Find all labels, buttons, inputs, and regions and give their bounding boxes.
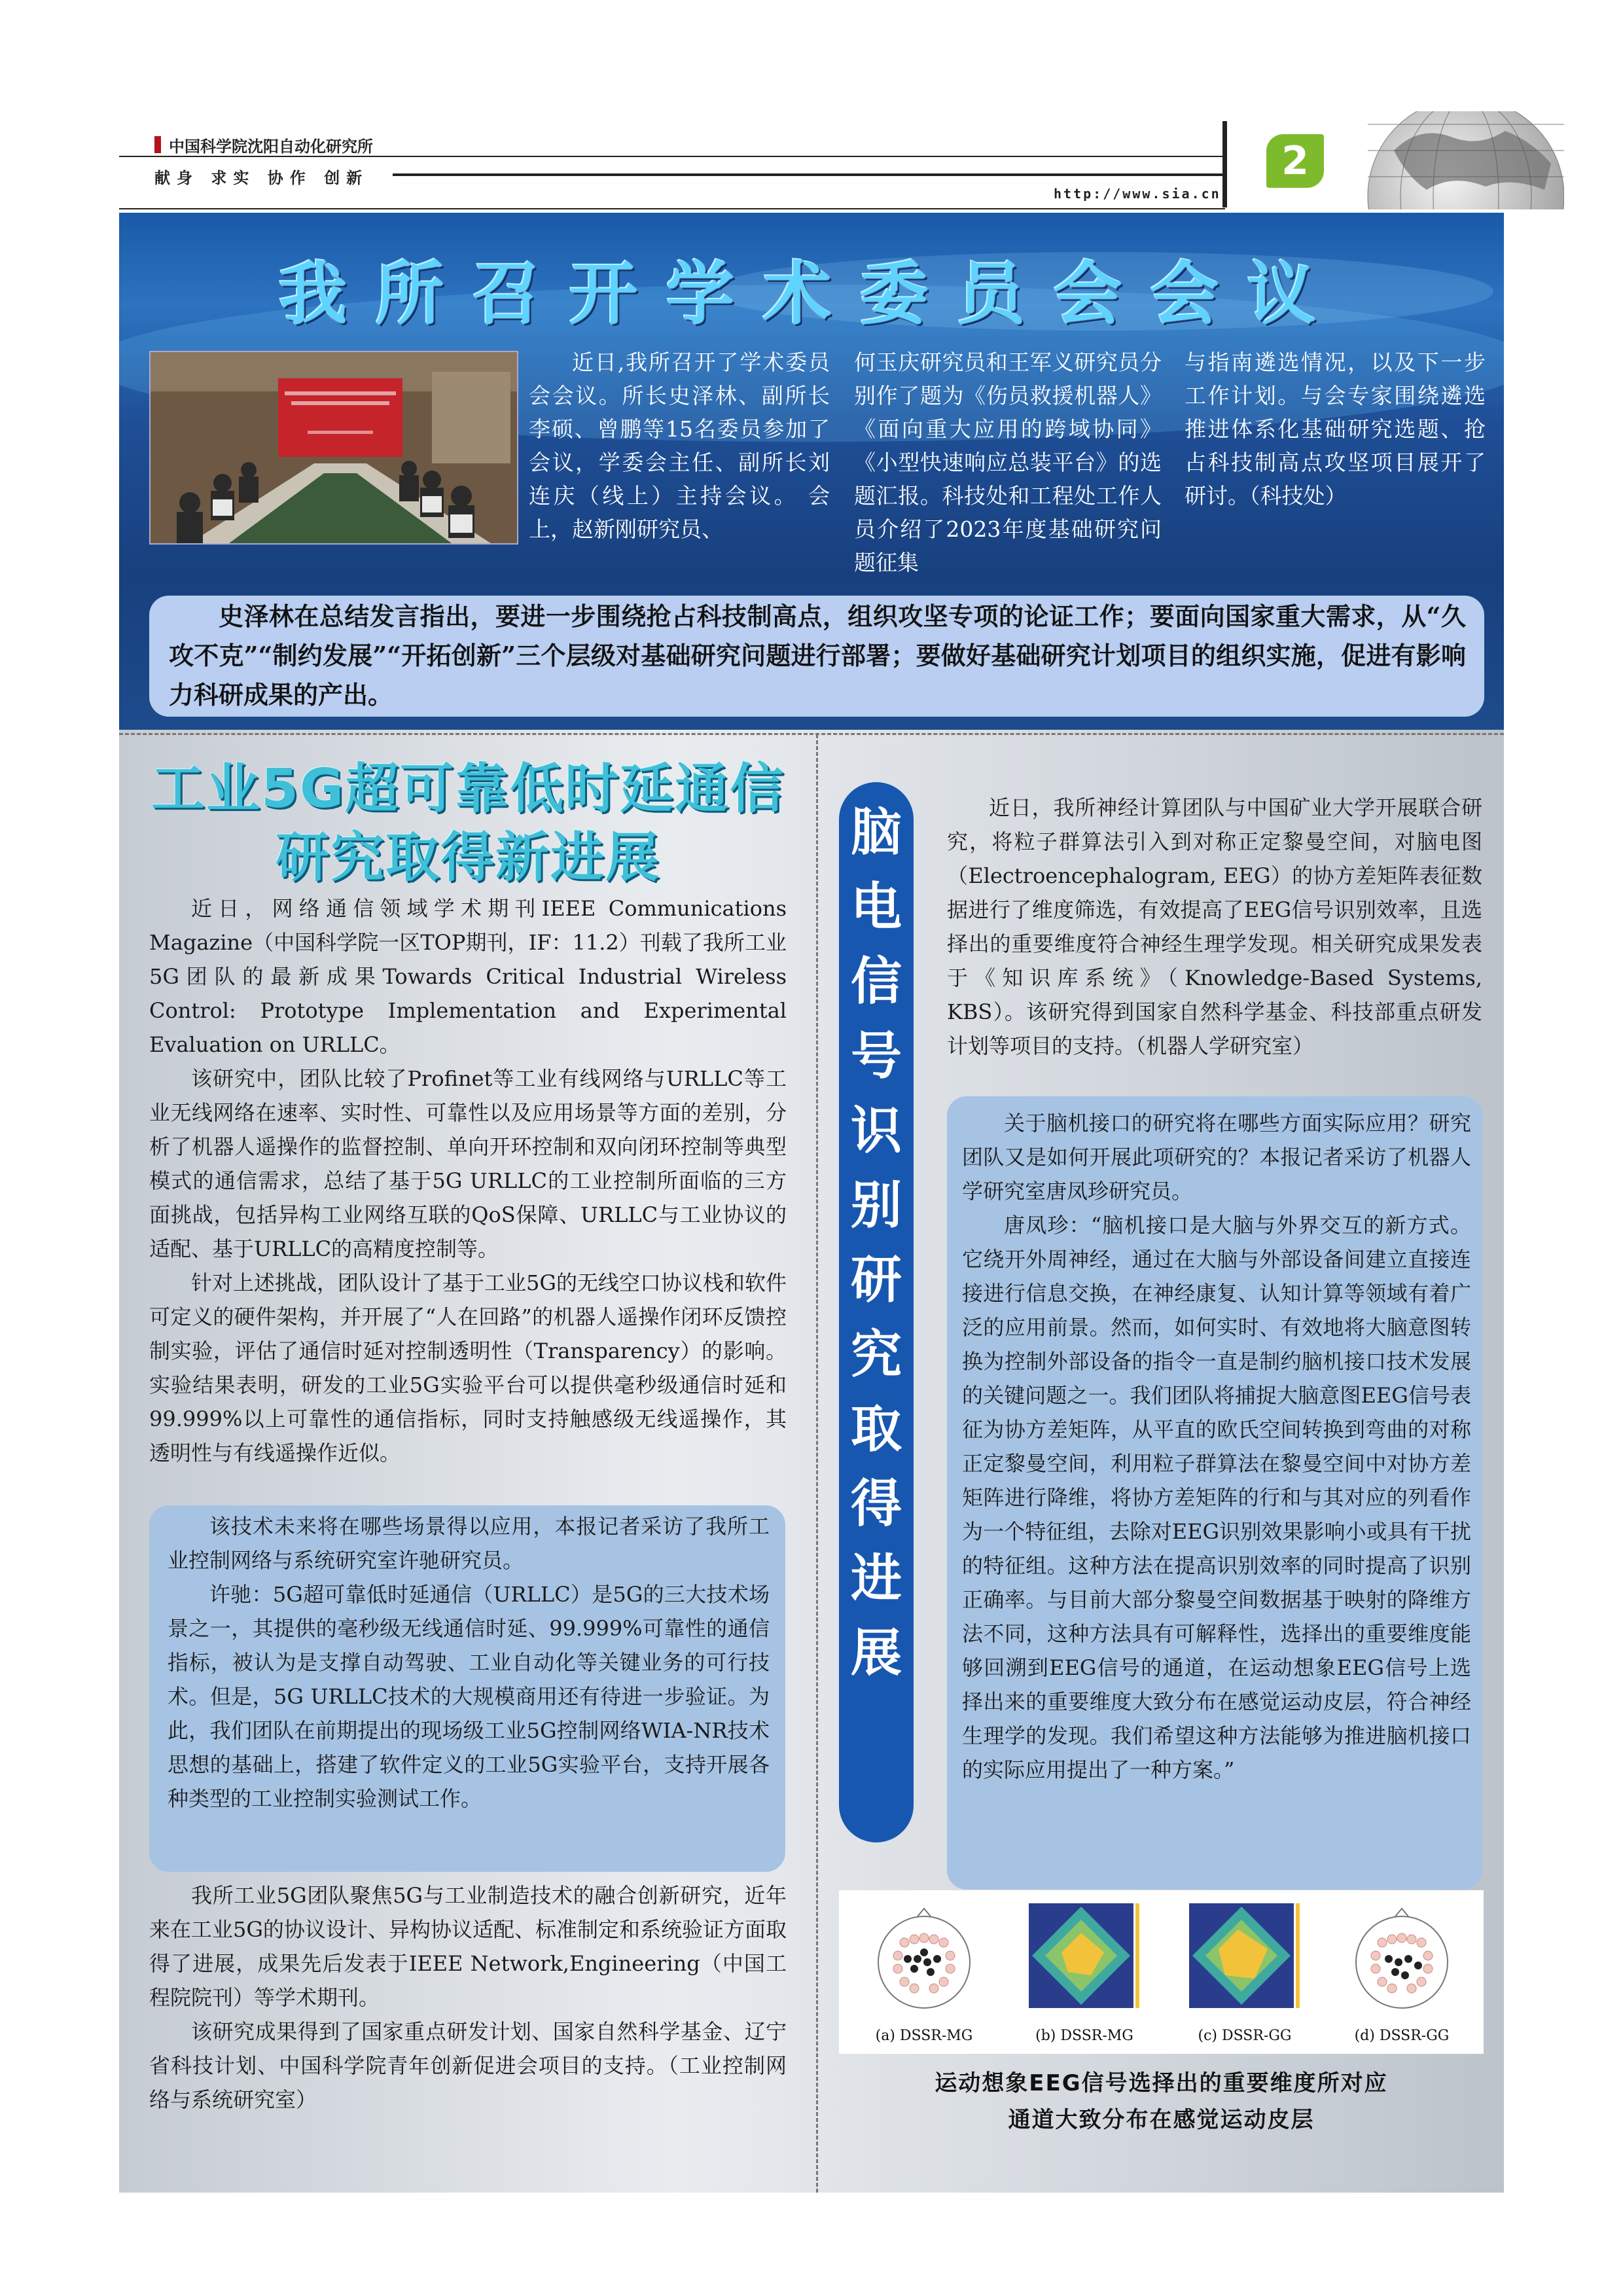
right-article-body <box>947 791 1482 1063</box>
dashed-divider <box>816 734 818 2193</box>
header-rule <box>119 156 1225 157</box>
banner-title: 我所召开学术委员会会议 <box>278 254 1344 334</box>
heatmap-panel <box>1029 1903 1140 2015</box>
head-topomap-icon <box>1346 1903 1457 2015</box>
figure-panel-label: (b) DSSR-MG <box>1035 2028 1133 2044</box>
banner-paragraph: 何玉庆研究员和王军义研究员分别作了题为《伤员救援机器人》《面向重大应用的跨域协同》《小型快速响应总装平台》的选题汇报。科技处和工程处工作人员介绍了2023年度基础研究问题征集 <box>854 350 1162 575</box>
org-name: 中国科学院沈阳自动化研究所 <box>169 137 373 156</box>
interview-box-text <box>962 1106 1471 1787</box>
figure-caption <box>839 2065 1484 2138</box>
article-paragraph: 针对上述挑战，团队设计了基于工业5G的无线空口协议栈和软件可定义的硬件架构，并开展了“人在回路”的机器人遥操作闭环反馈控制实验，评估了通信时延对控制透明性（Transparency）的影响。实验结果表明，研发的工业5G实验平台可以提供毫秒级通信时延和99.999%以上可靠性的通信指标，同时支持触感级无线遥操作，其透明性与有线遥操作近似。 <box>149 1270 787 1465</box>
head-topomap-icon <box>868 1903 980 2015</box>
interview-paragraph: 该技术未来将在哪些场景得以应用，本报记者采访了我所工业控制网络与系统研究室许驰研究员。 <box>168 1514 770 1573</box>
globe-icon <box>1355 111 1564 209</box>
interview-paragraph: 唐凤珍：“脑机接口是大脑与外界交互的新方式。它绕开外周神经，通过在大脑与外部设备间建立直接连接进行信息交换，在神经康复、认知计算等领域有着广泛的应用前景。然而，如何实时、有效地将大脑意图转换为控制外部设备的指令一直是制约脑机接口技术发展的关键问题之一。我们团队将捕捉大脑意图EEG信号表征为协方差矩阵，从平直的欧氏空间转换到弯曲的对称正定黎曼空间，利用粒子群算法在黎曼空间中对协方差矩阵进行降维，将协方差矩阵的行和与其对应的列看作为一个特征组，去除对EEG识别效果影响小或具有干扰的特征组。这种方法在提高识别效率的同时提高了识别正确率。与目前大部分黎曼空间数据基于映射的降维方法不同，这种方法具有可解释性，选择出的重要维度能够回溯到EEG信号的通道，在运动想象EEG信号上选择出来的重要维度大致分布在感觉运动皮层，符合神经生理学的发现。我们希望这种方法能够为推进脑机接口的实际应用提出了一种方案。” <box>962 1213 1471 1782</box>
banner-paragraph: 近日,我所召开了学术委员会会议。所长史泽林、副所长李硕、曾鹏等15名委员参加了会议，学委会主任、副所长刘连庆（线上）主持会议。 会上，赵新刚研究员、 <box>529 350 830 542</box>
org-mark <box>154 136 161 153</box>
figure-panel-label: (d) DSSR-GG <box>1354 2028 1450 2044</box>
header-rule <box>393 173 1225 176</box>
quote-text <box>169 597 1466 715</box>
right-article-title <box>839 795 914 1691</box>
left-article-title: 工业5G超可靠低时延通信 <box>151 758 785 820</box>
vertical-title-char: 取 <box>850 1400 902 1459</box>
vertical-title-char: 别 <box>850 1176 902 1235</box>
figure-caption-line: 运动想象EEG信号选择出的重要维度所对应 <box>935 2070 1388 2096</box>
site-url-link[interactable]: http://www.sia.cn <box>1054 186 1221 202</box>
header-rule <box>119 208 1225 209</box>
vertical-title-char: 电 <box>850 878 902 937</box>
left-article-title: 研究取得新进展 <box>275 827 660 889</box>
vertical-title-char: 得 <box>850 1475 902 1534</box>
figure-panel-label: (c) DSSR-GG <box>1198 2028 1292 2044</box>
header-divider <box>1222 121 1227 207</box>
vertical-title-char: 脑 <box>850 803 902 862</box>
article-paragraph: 近日，我所神经计算团队与中国矿业大学开展联合研究，将粒子群算法引入到对称正定黎曼空间，对脑电图（Electroencephalogram, EEG）的协方差矩阵表征数据进行了维度筛选，有效提高了EEG信号识别效率，且选择出的重要维度符合神经生理学发现。相关研究成果发表于《知识库系统》（Knowledge-Based Systems, KBS）。该研究得到国家自然科学基金、科技部重点研发计划等项目的支持。（机器人学研究室） <box>947 795 1482 1058</box>
quote-paragraph: 史泽林在总结发言指出，要进一步围绕抢占科技制高点，组织攻坚专项的论证工作；要面向国家重大需求，从“久攻不克”“制约发展”“开拓创新”三个层级对基础研究问题进行部署；要做好基础研究计划项目的组织实施，促进有影响力科研成果的产出。 <box>169 601 1466 709</box>
banner-column-3 <box>1185 346 1486 512</box>
vertical-title-char: 究 <box>850 1325 902 1384</box>
figure-caption-line: 通道大致分布在感觉运动皮层 <box>1008 2107 1315 2133</box>
eeg-figure <box>839 1890 1484 2054</box>
interview-box-text <box>168 1509 770 1816</box>
vertical-title-char: 进 <box>850 1549 902 1608</box>
heatmap-panel <box>1189 1903 1300 2015</box>
article-paragraph: 我所工业5G团队聚焦5G与工业制造技术的融合创新研究，近年来在工业5G的协议设计、异构协议适配、标准制定和系统验证方面取得了进展，成果先后发表于IEEE Network,Engineering（中国工程院院刊）等学术期刊。 <box>149 1883 787 2010</box>
banner-column-1 <box>529 346 830 546</box>
interview-paragraph: 许驰：5G超可靠低时延通信（URLLC）是5G的三大技术场景之一，其提供的毫秒级无线通信时延、99.999%可靠性的通信指标，被认为是支撑自动驾驶、工业自动化等关键业务的可行技术。但是，5G URLLC技术的大规模商用还有待进一步验证。为此，我们团队在前期提出的现场级工业5G控制网络WIA-NR技术思想的基础上，搭建了软件定义的工业5G实验平台，支持开展各种类型的工业控制实验测试工作。 <box>168 1582 770 1811</box>
left-article-body <box>149 891 787 1470</box>
article-paragraph: 近日，网络通信领域学术期刊IEEE Communications Magazine（中国科学院一区TOP期刊，IF：11.2）刊载了我所工业5G团队的最新成果Towards Critical Industrial Wireless Control: Prototype Implementation and Experimental Evaluation on URLLC。 <box>149 896 787 1057</box>
vertical-title-char: 研 <box>850 1251 902 1310</box>
vertical-title-char: 识 <box>850 1102 902 1160</box>
interview-paragraph: 关于脑机接口的研究将在哪些方面实际应用？研究团队又是如何开展此项研究的？本报记者采访了机器人学研究室唐凤珍研究员。 <box>962 1111 1471 1204</box>
meeting-photo <box>149 351 518 545</box>
motto: 献身 求实 协作 创新 <box>154 169 369 187</box>
figure-panel-label: (a) DSSR-MG <box>875 2028 973 2044</box>
banner-column-2 <box>854 346 1162 579</box>
vertical-title-char: 号 <box>850 1027 902 1086</box>
vertical-title-char: 信 <box>850 952 902 1011</box>
vertical-title-char: 展 <box>850 1624 902 1683</box>
dashed-divider <box>119 733 1504 735</box>
page-number-badge: 2 <box>1266 134 1324 188</box>
article-paragraph: 该研究成果得到了国家重点研发计划、国家自然科学基金、辽宁省科技计划、中国科学院青年创新促进会项目的支持。（工业控制网络与系统研究室） <box>149 2019 787 2112</box>
article-paragraph: 该研究中，团队比较了Profinet等工业有线网络与URLLC等工业无线网络在速率、实时性、可靠性以及应用场景等方面的差别，分析了机器人遥操作的监督控制、单向开环控制和双向闭环控制等典型模式的通信需求，总结了基于5G URLLC的工业控制所面临的三方面挑战，包括异构工业网络互联的QoS保障、URLLC与工业协议的适配、基于URLLC的高精度控制等。 <box>149 1066 787 1261</box>
left-article-body-continued <box>149 1878 787 2117</box>
banner-paragraph: 与指南遴选情况，以及下一步工作计划。与会专家围绕遴选推进体系化基础研究选题、抢占科技制高点攻坚项目展开了研讨。（科技处） <box>1185 350 1486 509</box>
